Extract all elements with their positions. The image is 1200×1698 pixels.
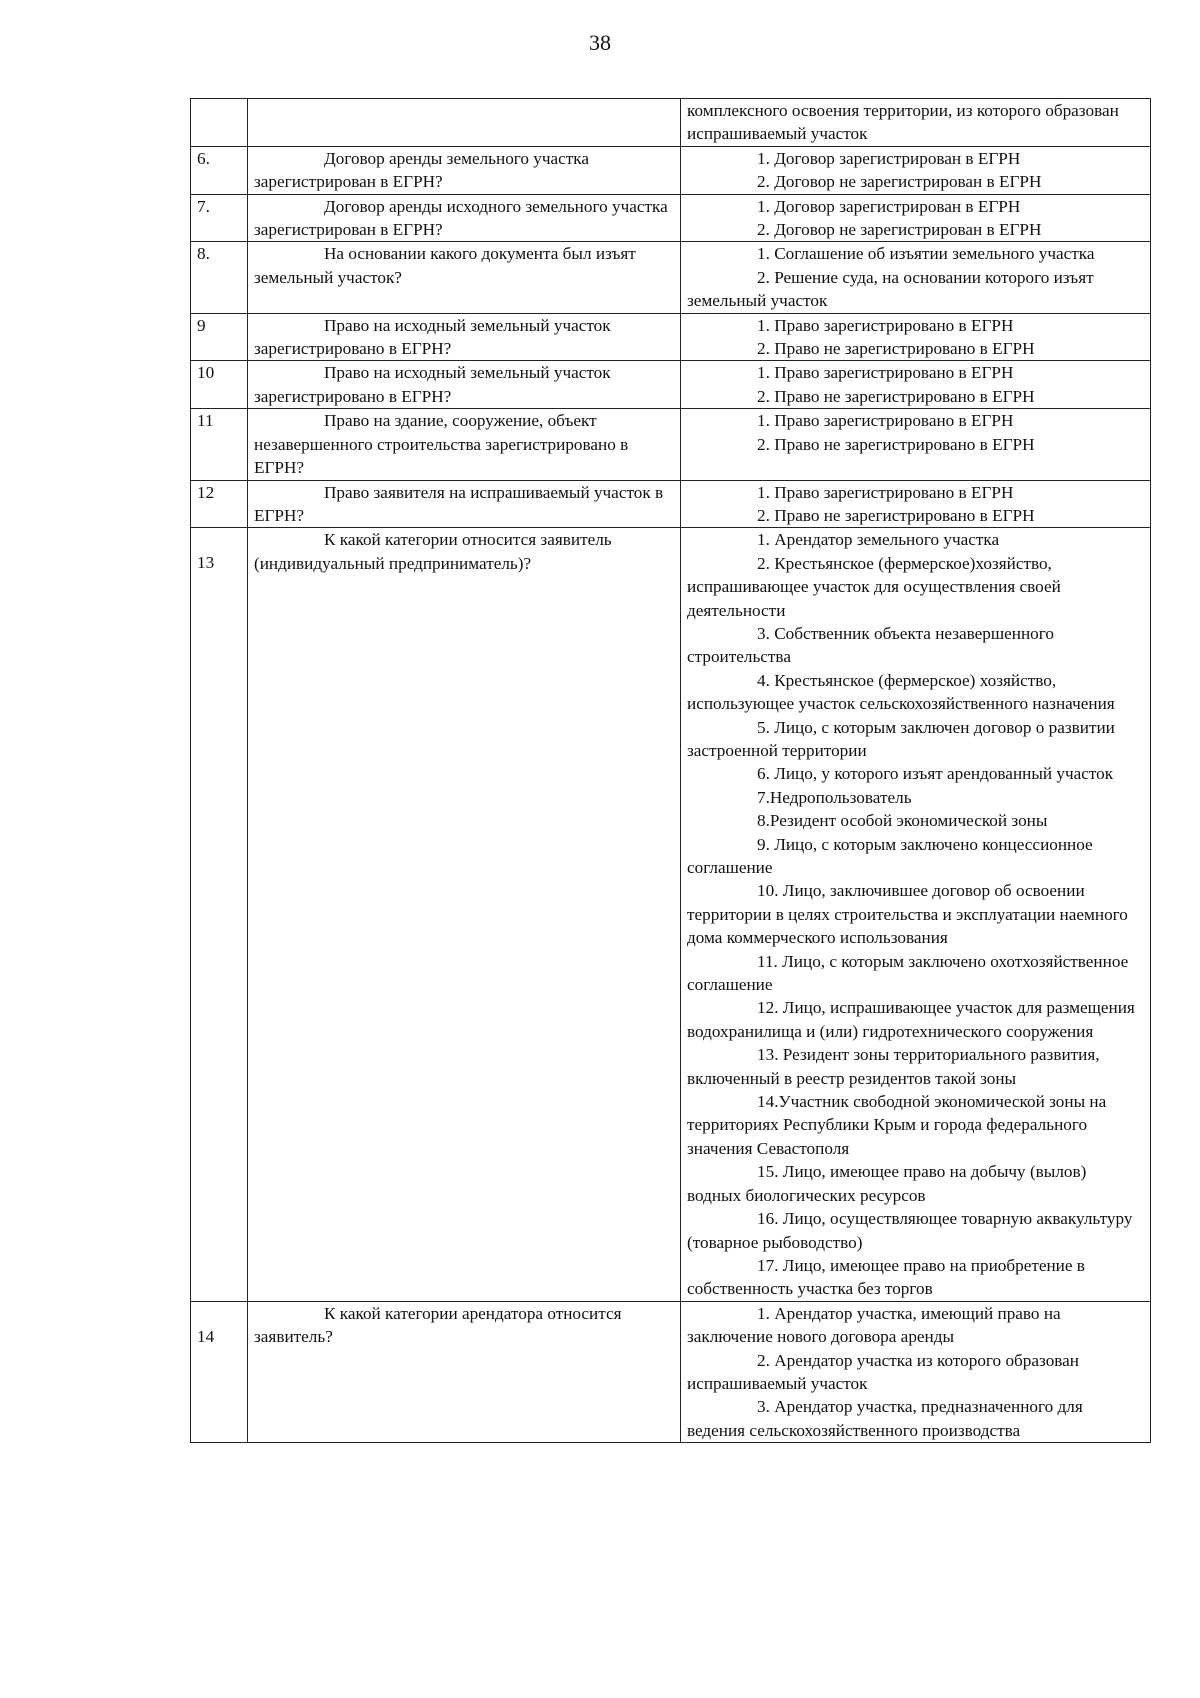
answer-option: 1. Право зарегистрировано в ЕГРН [757,315,1014,335]
answer-option: 2. Право не зарегистрировано в ЕГРН [757,434,1035,454]
answer-option: 5. Лицо, с которым заключен договор о развитии застроенной территории [687,717,1115,760]
question-cell [248,361,681,409]
question-text: Право на здание, сооружение, объект незавершенного строительства зарегистрировано в ЕГРН? [254,411,629,478]
row-number: 10 [191,361,248,409]
answer-cell [681,313,1151,361]
answer-option: комплексного освоения территории, из которого образован испрашиваемый участок [687,101,1119,144]
row-number: 11 [191,409,248,480]
row-number: 13 [191,528,248,1301]
answer-option: 2. Право не зарегистрировано в ЕГРН [757,339,1035,359]
row-number: 7. [191,194,248,242]
question-cell [248,99,681,147]
answer-option: 1. Арендатор участка, имеющий право на заключение нового договора аренды [687,1303,1061,1347]
answer-option: 1. Соглашение об изъятии земельного участка [757,244,1095,264]
question-cell [248,1301,681,1442]
page-number: 38 [589,30,611,55]
answer-option: 1. Право зарегистрировано в ЕГРН [757,482,1014,502]
row-number: 12 [191,480,248,528]
table-row [191,1301,1151,1442]
question-cell [248,242,681,313]
answer-option: 16. Лицо, осуществляющее товарную аквакультуру (товарное рыбоводство) [687,1209,1133,1252]
answer-cell [681,528,1151,1301]
answer-option: 10. Лицо, заключившее договор об освоении территории в целях строительства и эксплуатации наемного дома коммерческого использования [687,881,1128,948]
question-text: К какой категории арендатора относится заявитель? [254,1303,622,1347]
answer-option: 1. Договор зарегистрирован в ЕГРН [757,148,1021,168]
answer-option: 7.Недропользователь [757,787,912,807]
question-text: Право на исходный земельный участок зарегистрировано в ЕГРН? [254,315,611,359]
question-cell [248,528,681,1301]
question-cell [248,194,681,242]
question-text: На основании какого документа был изъят земельный участок? [254,244,636,287]
question-cell [248,480,681,528]
question-text: Право на исходный земельный участок зарегистрировано в ЕГРН? [254,363,611,406]
answer-option: 13. Резидент зоны территориального развития, включенный в реестр резидентов такой зоны [687,1045,1100,1088]
question-text: Договор аренды земельного участка зарегистрирован в ЕГРН? [254,148,590,192]
criteria-table [190,98,1151,1443]
table-row [191,528,1151,1301]
row-number: 6. [191,146,248,194]
question-cell [248,409,681,480]
answer-option: 2. Договор не зарегистрирован в ЕГРН [757,172,1042,192]
row-number: 9 [191,313,248,361]
answer-option: 1. Арендатор земельного участка [757,530,1000,550]
table-row [191,409,1151,480]
question-text: Право заявителя на испрашиваемый участок в ЕГРН? [254,482,664,525]
question-cell [248,146,681,194]
answer-option: 9. Лицо, с которым заключено концессионное соглашение [687,834,1093,877]
table-row [191,361,1151,409]
answer-option: 2. Крестьянское (фермерское)хозяйство, испрашивающее участок для осуществления своей деятельности [687,553,1061,620]
answer-cell [681,242,1151,313]
table-row [191,99,1151,147]
answer-option: 3. Собственник объекта незавершенного строительства [687,623,1054,667]
question-cell [248,313,681,361]
answer-option: 3. Арендатор участка, предназначенного для ведения сельскохозяйственного производства [687,1397,1083,1440]
answer-option: 1. Право зарегистрировано в ЕГРН [757,363,1014,383]
table-row [191,313,1151,361]
answer-cell [681,1301,1151,1442]
row-number: 8. [191,242,248,313]
answer-cell [681,480,1151,528]
answer-option: 2. Право не зарегистрировано в ЕГРН [757,505,1035,525]
answer-cell [681,99,1151,147]
answer-cell [681,409,1151,480]
table-row [191,194,1151,242]
answer-option: 11. Лицо, с которым заключено охотхозяйственное соглашение [687,951,1129,995]
answer-cell [681,194,1151,242]
table-row [191,480,1151,528]
answer-option: 17. Лицо, имеющее право на приобретение в собственность участка без торгов [687,1255,1085,1299]
answer-cell [681,146,1151,194]
answer-option: 2. Договор не зарегистрирован в ЕГРН [757,220,1042,240]
answer-option: 15. Лицо, имеющее право на добычу (вылов) водных биологических ресурсов [687,1162,1087,1205]
answer-option: 1. Договор зарегистрирован в ЕГРН [757,196,1021,216]
answer-option: 4. Крестьянское (фермерское) хозяйство, использующее участок сельскохозяйственного назначения [687,670,1115,714]
answer-option: 2. Арендатор участка из которого образован испрашиваемый участок [687,1350,1080,1393]
answer-cell [681,361,1151,409]
table-row [191,146,1151,194]
answer-option: 2. Решение суда, на основании которого изъят земельный участок [687,267,1094,311]
criteria-table-body [191,99,1151,1443]
answer-option: 2. Право не зарегистрировано в ЕГРН [757,386,1035,406]
question-text: Договор аренды исходного земельного участка зарегистрирован в ЕГРН? [254,196,668,240]
answer-option: 12. Лицо, испрашивающее участок для размещения водохранилища и (или) гидротехнического сооружения [687,998,1135,1041]
answer-option: 14.Участник свободной экономической зоны на территориях Республики Крым и города федерального значения Севастополя [687,1092,1107,1158]
table-row [191,242,1151,313]
answer-option: 6. Лицо, у которого изъят арендованный участок [757,764,1114,784]
answer-option: 1. Право зарегистрировано в ЕГРН [757,411,1014,431]
answer-option: 8.Резидент особой экономической зоны [757,811,1048,831]
question-text: К какой категории относится заявитель (индивидуальный предприниматель)? [254,530,612,573]
row-number [191,99,248,147]
row-number: 14 [191,1301,248,1442]
